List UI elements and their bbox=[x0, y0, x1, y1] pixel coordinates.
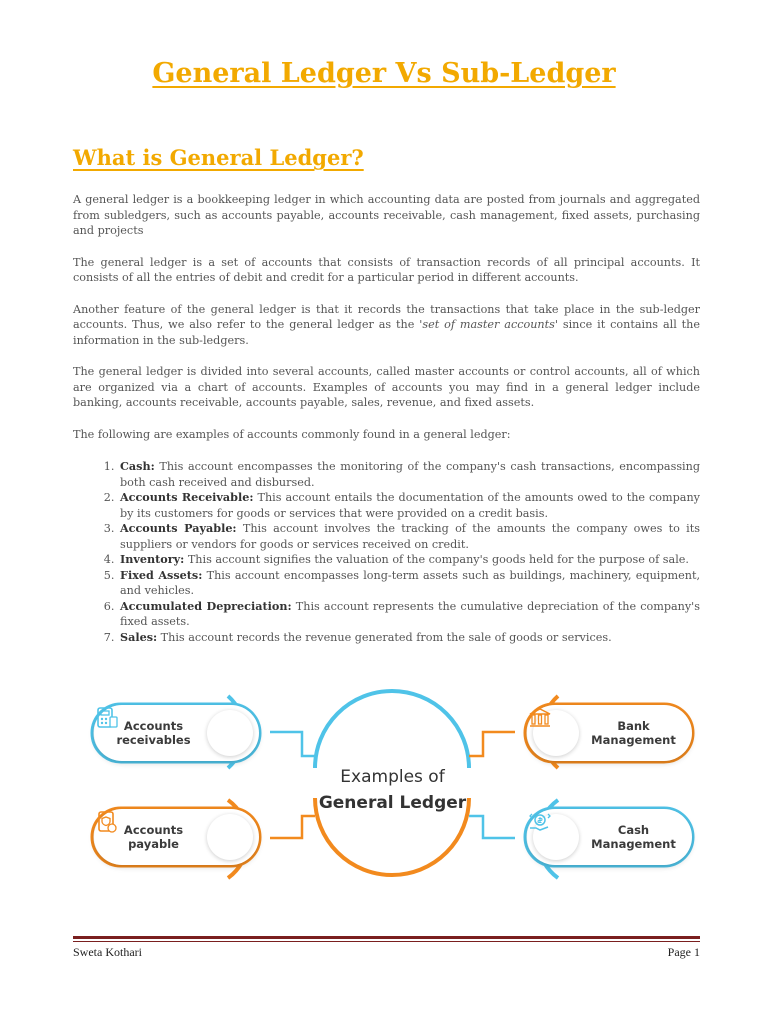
list-item bbox=[118, 568, 700, 599]
bank-icon bbox=[533, 710, 579, 756]
list-item bbox=[118, 599, 700, 630]
list-term: Inventory: bbox=[120, 552, 185, 566]
list-term: Cash: bbox=[120, 459, 155, 473]
cash-management-node bbox=[527, 809, 692, 865]
node-label: Accounts payable bbox=[123, 823, 184, 851]
connector-receivables bbox=[270, 732, 315, 756]
calculator-icon bbox=[207, 710, 253, 756]
accounts-list bbox=[73, 459, 700, 645]
list-term: Fixed Assets: bbox=[120, 567, 203, 582]
paragraph: The general ledger is divided into several accounts, called master accounts or control accounts, all of which are organized via a chart of accounts. Examples of accounts you may find in a general ledger include banking, accounts receivable, accounts payable, sales, revenue, and fixed assets. bbox=[73, 365, 700, 409]
connector-payable bbox=[270, 816, 315, 838]
list-desc: This account entails the documentation of the amounts owed to the company by its customers for goods or services that were provided on a credit basis. bbox=[120, 491, 701, 520]
list-term: Accumulated Depreciation: bbox=[120, 598, 292, 613]
connector-cash bbox=[469, 816, 515, 838]
list-item bbox=[118, 459, 700, 490]
page-title: General Ledger Vs Sub-Ledger bbox=[152, 58, 616, 89]
node-label: Bank Management bbox=[591, 719, 676, 747]
diagram-center-label bbox=[300, 764, 485, 816]
node-label: Accounts receivables bbox=[116, 719, 191, 747]
paragraph-text: since it contains all the information in the sub-ledgers. bbox=[73, 318, 700, 347]
section-heading: What is General Ledger? bbox=[73, 145, 364, 170]
accounts-receivables-node bbox=[94, 705, 259, 761]
list-term: Accounts Payable: bbox=[120, 521, 237, 535]
list-item bbox=[118, 490, 700, 521]
paragraph: A general ledger is a bookkeeping ledger in which accounting data are posted from journals and aggregated from subledgers, such as accounts payable, accounts receivable, cash management, fixed assets, purchasing and projects bbox=[73, 193, 700, 237]
list-term: Sales: bbox=[120, 629, 158, 644]
list-desc: This account records the revenue generated from the sale of goods or services. bbox=[157, 630, 612, 644]
italic-phrase: 'set of master accounts' bbox=[419, 318, 558, 331]
list-term: Accounts Receivable: bbox=[120, 490, 254, 504]
center-arc-top bbox=[315, 691, 469, 768]
list-desc: This account involves the tracking of the amounts the company owes to its suppliers or vendors for goods or services received on credit. bbox=[120, 522, 700, 551]
center-line: Examples of bbox=[340, 767, 445, 787]
list-desc: This account represents the cumulative depreciation of the company's fixed assets. bbox=[120, 599, 700, 628]
node-label: Cash Management bbox=[591, 823, 676, 851]
connector-bank bbox=[469, 732, 515, 756]
list-desc: This account encompasses the monitoring of the company's cash transactions, encompassing both cash received and disbursed. bbox=[120, 460, 700, 489]
paragraph bbox=[73, 302, 700, 349]
paragraph-text: Another feature of the general ledger is that it records the transactions that take place in the sub-ledger accounts. Thus, we also refer to the general ledger as the bbox=[73, 302, 700, 331]
bank-management-node bbox=[527, 705, 692, 761]
list-intro: The following are examples of accounts commonly found in a general ledger: bbox=[73, 427, 511, 441]
paragraph: The general ledger is a set of accounts that consists of transaction records of all principal accounts. It consists of all the entries of debit and credit for a particular period in different accounts. bbox=[73, 255, 700, 284]
list-desc: This account encompasses long-term assets such as buildings, machinery, equipment, and vehicles. bbox=[120, 568, 700, 597]
accounts-payable-node bbox=[94, 809, 259, 865]
body-content bbox=[73, 192, 700, 645]
list-item bbox=[118, 630, 700, 646]
footer-page-number: Page 1 bbox=[667, 945, 700, 959]
general-ledger-diagram bbox=[80, 688, 705, 888]
footer-author: Sweta Kothari bbox=[73, 945, 142, 959]
cash-hand-icon bbox=[533, 814, 579, 860]
footer-rule bbox=[73, 936, 700, 939]
list-desc: This account signifies the valuation of the company's goods held for the purpose of sale. bbox=[184, 553, 689, 566]
footer-rule-thin bbox=[73, 941, 700, 942]
list-item bbox=[118, 521, 700, 552]
document-shield-icon bbox=[207, 814, 253, 860]
list-item bbox=[118, 552, 700, 568]
center-line: General Ledger bbox=[318, 793, 467, 813]
